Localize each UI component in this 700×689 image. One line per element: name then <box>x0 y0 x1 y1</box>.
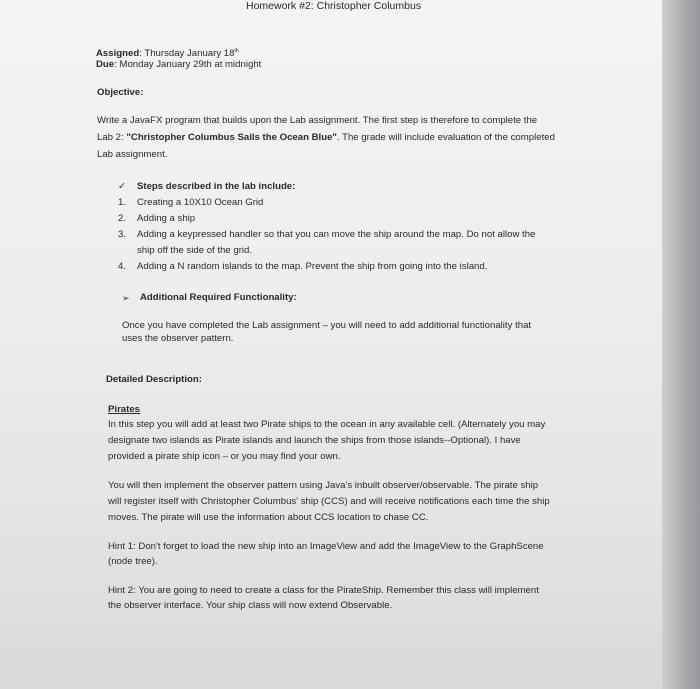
lab-title: "Christopher Columbus Sails the Ocean Blue" <box>126 132 337 143</box>
assigned-sup: th <box>234 48 239 54</box>
page-title: Homework #2: Christopher Columbus <box>246 0 422 12</box>
step-text-1: Creating a 10X10 Ocean Grid <box>137 197 264 208</box>
pirates-heading: Pirates <box>108 404 140 415</box>
assigned-label: Assigned <box>96 48 140 60</box>
objective-line-2 <box>97 131 555 145</box>
page-edge-shadow <box>662 0 700 689</box>
hint1-line-1: Hint 1: Don't forget to load the new ship into an ImageView and add the ImageView to the GraphScene <box>108 541 544 552</box>
step-number-4: 4. <box>118 261 127 272</box>
steps-heading: Steps described in the lab include: <box>137 181 296 192</box>
pirates-p2-line-1: You will then implement the observer pattern using Java's inbuilt observer/observable. The pirate ship <box>108 480 539 491</box>
additional-line-2: uses the observer pattern. <box>122 333 234 344</box>
pirates-p1-line-3: provided a pirate ship icon – or you may find your own. <box>108 451 341 462</box>
additional-heading: Additional Required Functionality: <box>140 292 297 303</box>
step-number-1: 1. <box>118 197 127 208</box>
step-text-4: Adding a N random islands to the map. Prevent the ship from going into the island. <box>137 261 488 272</box>
pirates-p1-line-2: designate two islands as Pirate islands and launch the ships from those islands--Optional). I have <box>108 435 521 446</box>
additional-line-1: Once you have completed the Lab assignment – you will need to add additional functionality that <box>122 320 532 331</box>
objective-line-2-rest: . The grade will include evaluation of the completed <box>336 132 555 143</box>
hint1-line-2: (node tree). <box>108 556 158 567</box>
checkmark-icon: ✓ <box>118 181 127 192</box>
objective-heading: Objective: <box>97 87 144 98</box>
due-label: Due <box>96 59 115 70</box>
step-text-2: Adding a ship <box>137 213 196 224</box>
pirates-p2-line-3: moves. The pirate will use the information about CCS location to chase CC. <box>108 512 429 523</box>
due-line <box>96 58 261 72</box>
hint2-line-1: Hint 2: You are going to need to create a class for the PirateShip. Remember this class will implement <box>108 585 539 596</box>
step-text-3-cont: ship off the side of the grid. <box>137 245 253 256</box>
step-text-3: Adding a keypressed handler so that you can move the ship around the map. Do not allow the <box>137 229 536 240</box>
objective-line-2-start: Lab 2: <box>97 132 127 143</box>
pirates-p1-line-1: In this step you will add at least two Pirate ships to the ocean in any available cell. (Alternately you may <box>108 419 546 430</box>
objective-line-3: Lab assignment. <box>97 149 168 160</box>
pirates-p2-line-2: will register itself with Christopher Columbus' ship (CCS) and will receive notifications each time the ship <box>108 496 550 507</box>
due-value: : Monday January 29th at midnight <box>114 59 262 70</box>
assigned-value: : Thursday January 18 <box>139 48 235 60</box>
step-number-2: 2. <box>118 213 127 224</box>
detailed-heading: Detailed Description: <box>106 374 202 385</box>
hint2-line-2: the observer interface. Your ship class will now extend Observable. <box>108 600 393 611</box>
arrow-bullet-icon: ➢ <box>122 293 130 303</box>
step-number-3: 3. <box>118 229 127 240</box>
objective-line-1: Write a JavaFX program that builds upon the Lab assignment. The first step is therefore to complete the <box>97 115 538 126</box>
